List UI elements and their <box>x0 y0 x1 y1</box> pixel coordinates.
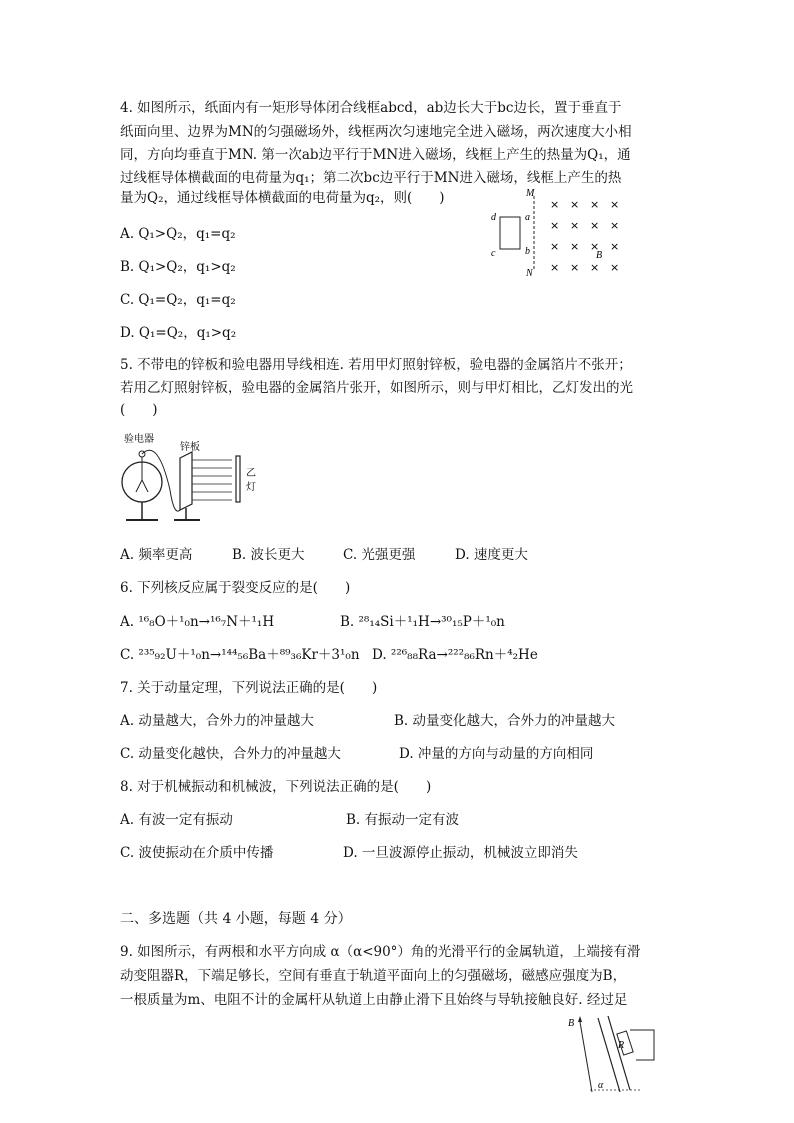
q5-option-d: D. 速度更大 <box>455 547 528 563</box>
field-cross: × <box>610 240 620 253</box>
field-cross: × <box>570 261 580 274</box>
field-cross: × <box>570 219 580 232</box>
q7-option-b: B. 动量变化越大，合外力的冲量越大 <box>394 713 616 729</box>
q6-stem: 6. 下列核反应属于裂变反应的是( ) <box>120 580 351 596</box>
field-cross: × <box>590 198 600 211</box>
field-cross-grid <box>550 198 619 274</box>
field-cross: × <box>590 240 600 253</box>
field-cross: × <box>550 219 560 232</box>
q6-option-b: B. ²⁸₁₄Si＋¹₁H→³⁰₁₅P＋¹₀n <box>340 614 505 630</box>
field-cross: × <box>550 261 560 274</box>
q4-line-1: 4. 如图所示，纸面内有一矩形导体闭合线框abcd，ab边长大于bc边长，置于垂直于 <box>120 100 622 116</box>
field-cross: × <box>550 198 560 211</box>
q4-option-d: D. Q₁=Q₂，q₁>q₂ <box>120 325 237 341</box>
label-electroscope: 验电器 <box>124 434 154 445</box>
field-cross: × <box>610 261 620 274</box>
label-zinc-plate: 锌板 <box>180 442 200 453</box>
label-q9-r: R <box>618 1040 625 1051</box>
q5-option-c: C. 光强更强 <box>343 547 416 563</box>
label-q9-alpha: α <box>598 1080 604 1091</box>
q9-line-3: 一根质量为m、电阻不计的金属杆从轨道上由静止滑下且始终与导轨接触良好. 经过足 <box>120 992 628 1008</box>
q6-option-a: A. ¹⁶₈O＋¹₀n→¹⁶₇N＋¹₁H <box>120 614 275 630</box>
q8-option-a: A. 有波一定有振动 <box>120 812 233 828</box>
field-cross: × <box>550 240 560 253</box>
q4-magnetic-field-figure <box>488 186 628 278</box>
q4-option-c: C. Q₁=Q₂，q₁=q₂ <box>120 292 236 308</box>
field-cross: × <box>570 240 580 253</box>
loop-abcd <box>500 217 520 249</box>
label-b: b <box>525 246 530 257</box>
q4-line-5: 量为Q₂，通过线框导体横截面的电荷量为q₂，则( ) <box>120 190 445 206</box>
light-rays <box>192 460 232 500</box>
q7-option-c: C. 动量变化越快，合外力的冲量越大 <box>120 746 341 762</box>
q8-option-c: C. 波使振动在介质中传播 <box>120 845 274 861</box>
field-cross: × <box>570 198 580 211</box>
q4-option-b: B. Q₁>Q₂，q₁>q₂ <box>120 259 236 275</box>
q8-option-b: B. 有振动一定有波 <box>346 812 460 828</box>
q5-option-b: B. 波长更大 <box>232 547 305 563</box>
q5-photoelectric-figure <box>118 430 268 528</box>
label-lamp-2: 灯 <box>246 482 256 493</box>
q9-inclined-rail-figure <box>560 1012 670 1094</box>
label-c: c <box>491 248 496 259</box>
q5-option-a: A. 频率更高 <box>120 547 193 563</box>
q4-line-2: 纸面向里、边界为MN的匀强磁场外，线框两次匀速地完全进入磁场，两次速度大小相 <box>120 124 632 140</box>
field-cross: × <box>610 198 620 211</box>
q5-line-2: 若用乙灯照射锌板，验电器的金属箔片张开，如图所示，则与甲灯相比，乙灯发出的光 <box>120 380 633 396</box>
q7-stem: 7. 关于动量定理，下列说法正确的是( ) <box>120 680 378 696</box>
q7-option-d: D. 冲量的方向与动量的方向相同 <box>399 746 594 762</box>
q5-line-1: 5. 不带电的锌板和验电器用导线相连. 若用甲灯照射锌板，验电器的金属箔片不张开； <box>120 357 632 373</box>
zinc-plate <box>180 452 192 510</box>
section-2-title: 二、多选题（共 4 小题，每题 4 分） <box>120 911 352 927</box>
label-q9-b: B <box>568 1018 575 1029</box>
q8-stem: 8. 对于机械振动和机械波，下列说法正确的是( ) <box>120 779 432 795</box>
field-cross: × <box>590 219 600 232</box>
label-n: N <box>526 268 533 278</box>
q8-option-d: D. 一旦波源停止振动，机械波立即消失 <box>343 845 578 861</box>
connecting-wire <box>142 450 180 511</box>
resistor-wire <box>630 1030 654 1060</box>
q6-option-c: C. ²³⁵₉₂U＋¹₀n→¹⁴⁴₅₆Ba＋⁸⁹₃₆Kr＋3¹₀n <box>120 647 360 663</box>
field-cross: × <box>590 261 600 274</box>
label-a: a <box>525 212 530 223</box>
label-d: d <box>491 212 496 223</box>
q5-line-3: ( ) <box>120 402 158 418</box>
field-cross: × <box>610 219 620 232</box>
electroscope-leaf-left <box>136 480 142 492</box>
q6-option-d: D. ²²⁶₈₈Ra→²²²₈₆Rn＋⁴₂He <box>372 647 538 663</box>
electroscope-leaf-right <box>142 480 148 492</box>
field-arrow-head <box>578 1016 582 1022</box>
lamp-b <box>236 456 240 502</box>
label-lamp-1: 乙 <box>246 468 256 479</box>
q7-option-a: A. 动量越大，合外力的冲量越大 <box>120 713 314 729</box>
field-arrow-b <box>580 1022 592 1092</box>
q9-line-1: 9. 如图所示，有两根和水平方向成 α（α<90°）角的光滑平行的金属轨道，上端接有滑 <box>120 944 641 960</box>
q4-option-a: A. Q₁>Q₂，q₁=q₂ <box>120 226 236 242</box>
q9-line-2: 动变阻器R，下端足够长，空间有垂直于轨道平面向上的匀强磁场，磁感应强度为B， <box>120 968 627 984</box>
label-field-b: B <box>596 250 603 261</box>
q4-line-4: 过线框导体横截面的电荷量为q₁；第二次bc边平行于MN进入磁场，线框上产生的热 <box>120 170 622 186</box>
q4-line-3: 同，方向均垂直于MN. 第一次ab边平行于MN进入磁场，线框上产生的热量为Q₁，通 <box>120 147 631 163</box>
label-m: M <box>526 188 535 199</box>
